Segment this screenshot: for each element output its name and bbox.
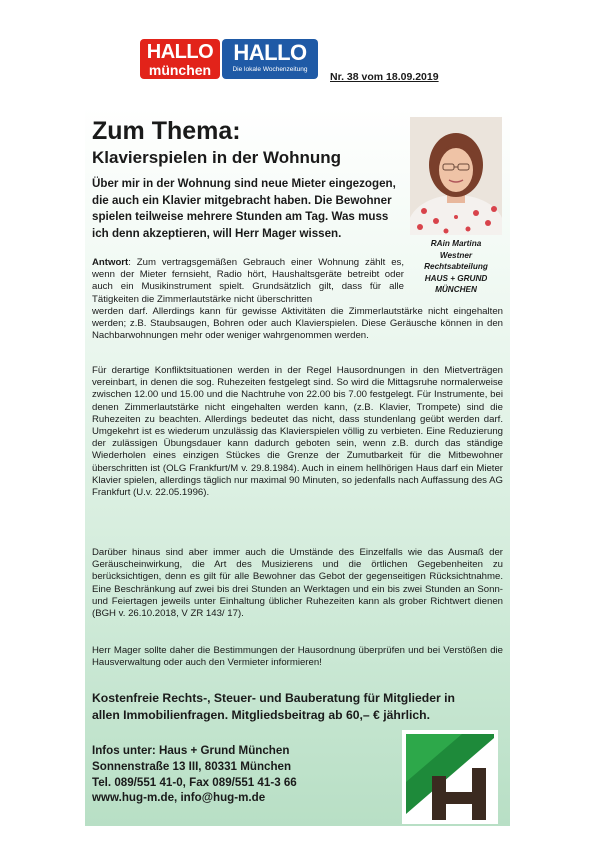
contact-block	[92, 743, 392, 806]
article-title: Zum Thema:	[92, 117, 241, 145]
promo-line: allen Immobilienfragen. Mitgliedsbeitrag ab 60,– € jährlich.	[92, 708, 430, 722]
paragraph-answer	[92, 257, 503, 342]
caption-line: MÜNCHEN	[435, 285, 477, 294]
logo-left-line1: HALLO	[146, 41, 214, 63]
haus-und-grund-logo	[402, 730, 498, 824]
caption-line: Westner	[439, 250, 473, 260]
hallo-wochenzeitung-logo	[222, 39, 318, 79]
promo-line: Kostenfreie Rechts-, Steuer- und Bauberatung für Mitglieder in	[92, 691, 455, 705]
caption-line: Rechtsabteilung	[424, 262, 488, 271]
contact-web[interactable]: www.hug-m.de, info@hug-m.de	[92, 791, 266, 805]
promo-text	[92, 690, 492, 724]
paragraph-rules: Für derartige Konfliktsituationen werden in der Regel Hausordnungen in den Mietverträgen vereinbart, in denen die sog. Ruhezeiten festgelegt sind. So wird die Mittagsruhe normalerweise zwischen 12.00 und 15.00 und die Nachtruhe von 22.00 bis 7.00 festgelegt. Für Instrumente, bei denen Zimmerlautstärke nicht eingehalten werden kann, (z.B. Klavier, Trompete) sind die Ruhezeiten zu beachten. Allerdings bedeutet das nicht, dass stundenlang geübt werden darf. Umgekehrt ist es wiederum unzulässig das Klavierspielen völlig zu verbieten. Eine Reduzierung der zulässigen Übungsdauer kann dadurch geboten sein, wenn z.B. durch das ständige Wiederholen eines einzigen Stückes die Grenze der Zumutbarkeit für die Mitbewohner überschritten ist (OLG Frankfurt/M v. 29.8.1984). Auch in einem hellhörigen Haus darf ein Mieter Klavier spielen, allerdings täglich nur maximal 90 Minuten, so jedenfalls nach Auffassung des AG Frankfurt (U.v. 22.05.1996).	[92, 365, 503, 499]
article-lead: Über mir in der Wohnung sind neue Mieter eingezogen, die auch ein Klavier mitgebracht haben. Die Bewohner spielen teilweise mehrere Stunden am Tag. Was muss ich denn akzeptieren, will Herr Mager wissen.	[92, 177, 396, 240]
logo-left-line2: münchen	[148, 62, 212, 78]
hallo-muenchen-logo	[140, 39, 220, 79]
caption-line: RAin Martina	[430, 239, 482, 248]
logo-right-line1: HALLO	[233, 40, 307, 65]
caption-line: HAUS + GRUND	[424, 273, 488, 283]
issue-date: Nr. 38 vom 18.09.2019	[330, 71, 439, 83]
contact-address: Sonnenstraße 13 III, 80331 München	[92, 759, 292, 773]
paragraph-circumstances: Darüber hinaus sind aber immer auch die Umstände des Einzelfalls wie das Ausmaß der Geräuscheinwirkung, die Art des Musizierens und die örtlichen Gegebenheiten zu berücksichtigen, denn es gilt für alle Bewohner das Gebot der gegenseitigen Rücksichtnahme. Eine Beschränkung auf zwei bis drei Stunden an Werktagen und ein bis zwei Stunden an Sonn- und Feiertagen jeweils unter Einhaltung üblicher Ruhezeiten kann als grober Richtwert dienen (BGH v. 26.10.2018, V ZR 143/ 17).	[92, 547, 503, 620]
paragraph-advice: Herr Mager sollte daher die Bestimmungen der Hausordnung überprüfen und bei Verstößen die Hausverwaltung oder auch den Vermieter informieren!	[92, 645, 503, 669]
answer-text-start: : Zum vertragsgemäßen Gebrauch einer Wohnung zählt es, wenn der Mieter fernsieht, Radio hört, Haushaltsgeräte betreibt oder auch ein Musikinstrument spielt. Grundsätzlich gilt, dass für alle Tätigkeiten die Zimmerlautstärke nicht überschritten	[92, 257, 404, 305]
answer-narrow	[92, 257, 404, 306]
article-subtitle: Klavierspielen in der Wohnung	[92, 148, 342, 167]
contact-phone: Tel. 089/551 41-0, Fax 089/551 41-3 66	[92, 775, 297, 789]
logo-right-line2: Die lokale Wochenzeitung	[232, 66, 308, 73]
answer-label: Antwort	[92, 257, 129, 268]
contact-line: Infos unter: Haus + Grund München	[92, 744, 290, 757]
author-photo	[410, 117, 502, 235]
answer-text-rest: werden darf. Allerdings kann für gewisse Aktivitäten die Zimmerlautstärke nicht eingehalten werden; z.B. Staubsaugen, Bohren oder auch Klavierspielen. Diese Geräusche können in den Nachbarwohnungen mehr oder weniger wahrgenommen werden.	[92, 305, 503, 342]
